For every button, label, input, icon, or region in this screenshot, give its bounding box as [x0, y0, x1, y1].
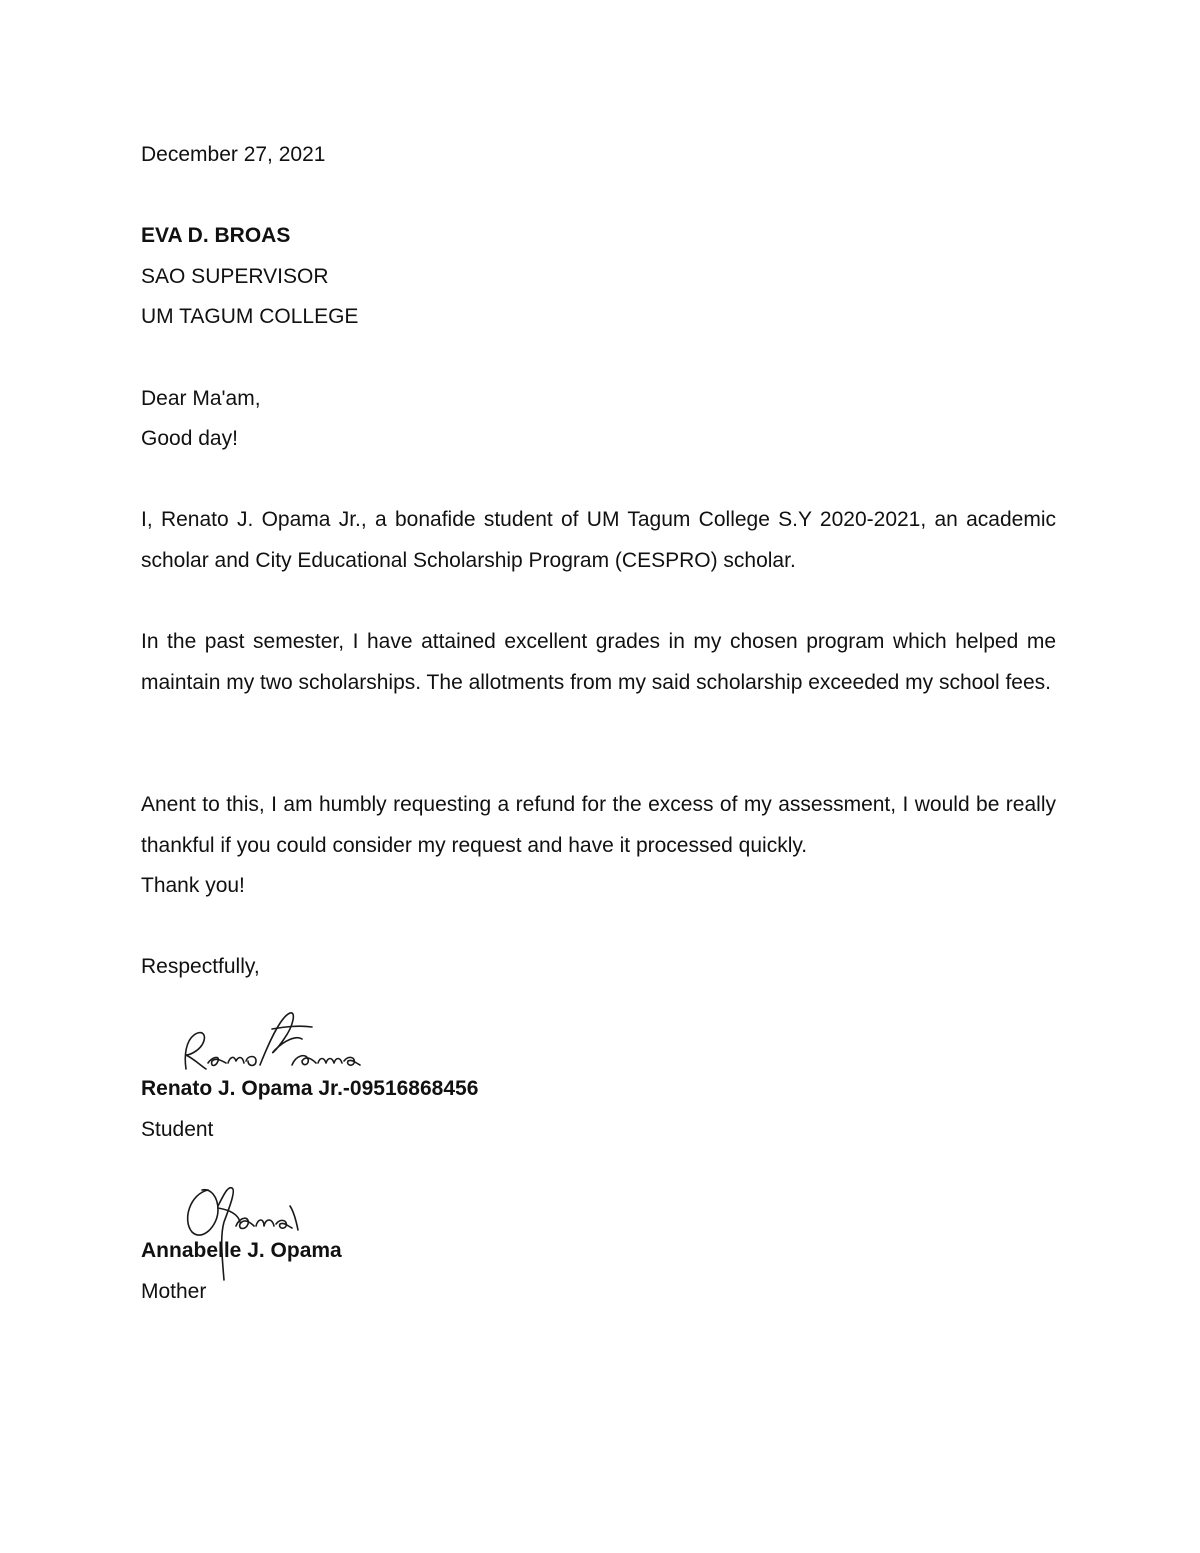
paragraph-grades: In the past semester, I have attained excellent grades in my chosen program which helped me maintain my two scholarships. The allotments from my said scholarship exceeded my school fees. [141, 630, 1056, 694]
recipient-name: EVA D. BROAS [141, 224, 291, 247]
salutation: Dear Ma'am, [141, 387, 261, 410]
recipient-title: SAO SUPERVISOR [141, 265, 329, 288]
greeting: Good day! [141, 427, 238, 450]
student-name: Renato J. Opama Jr.-09516868456 [141, 1077, 479, 1100]
closing: Respectfully, [141, 955, 260, 978]
paragraph-request: Anent to this, I am humbly requesting a refund for the excess of my assessment, I would be really thankful if you could consider my request and have it processed quickly. [141, 793, 1056, 857]
student-role: Student [141, 1118, 214, 1141]
mother-role: Mother [141, 1280, 207, 1303]
mother-name: Annabelle J. Opama [141, 1239, 342, 1262]
thank-you-text: Thank you! [141, 874, 245, 897]
paragraph-introduction: I, Renato J. Opama Jr., a bonafide student of UM Tagum College S.Y 2020-2021, an academic scholar and City Educational Scholarship Program (CESPRO) scholar. [141, 508, 1056, 572]
recipient-institution: UM TAGUM COLLEGE [141, 305, 359, 328]
letter-date: December 27, 2021 [141, 143, 326, 166]
